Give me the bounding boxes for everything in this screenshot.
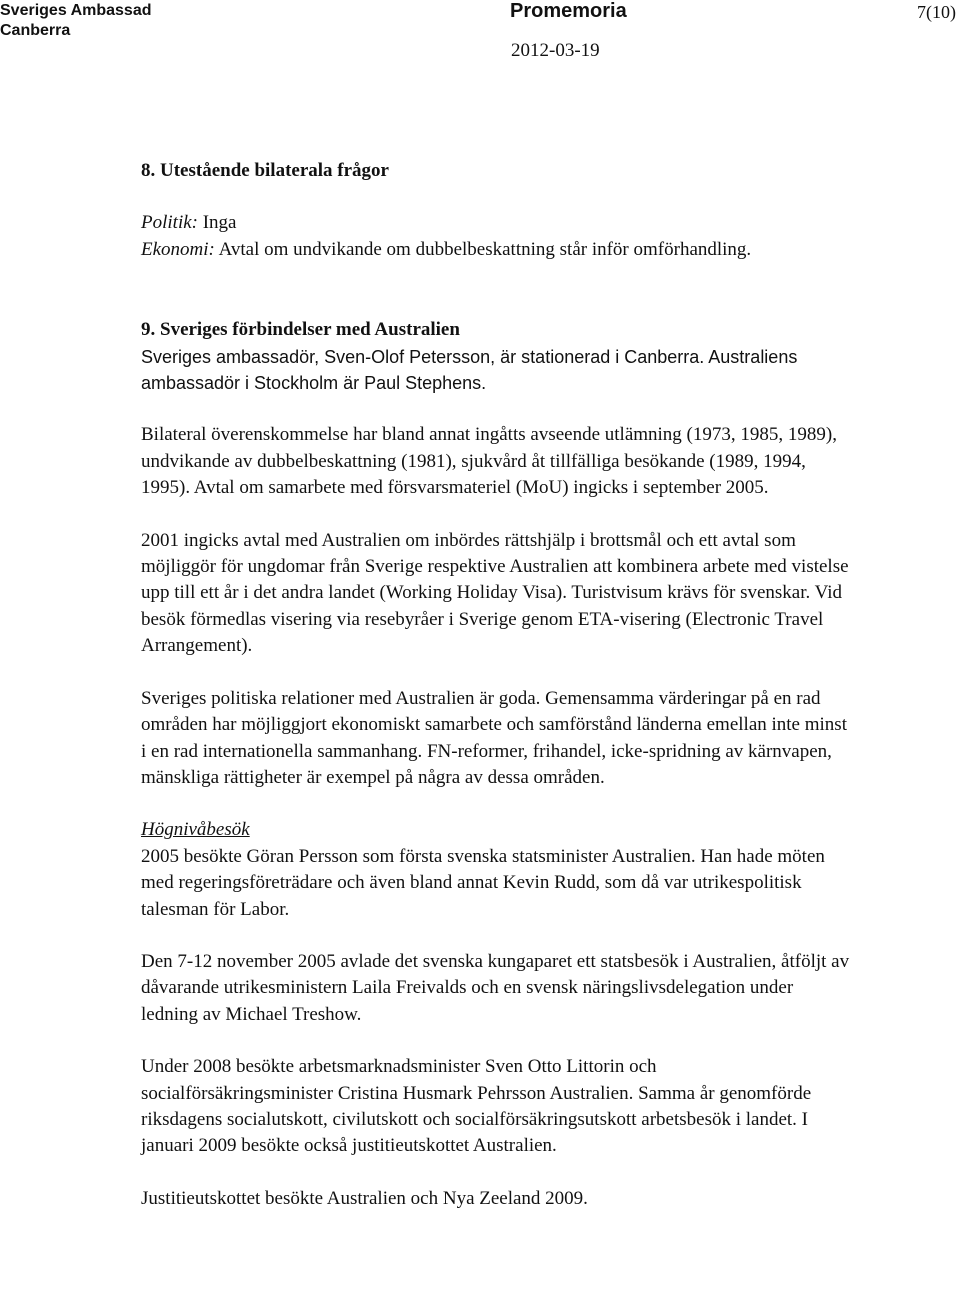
header-page-number: 7(10) — [917, 2, 956, 22]
ekonomi-text: Avtal om undvikande om dubbelbeskattning står inför omförhandling. — [218, 238, 752, 260]
ekonomi-label: Ekonomi: — [141, 238, 215, 260]
header-org-name: Sveriges Ambassad — [0, 2, 152, 19]
header-org-city: Canberra — [0, 22, 71, 39]
politik-text: Inga — [202, 212, 237, 234]
document-body — [141, 158, 853, 1212]
paragraph-state-visit: Den 7-12 november 2005 avlade det svenska kungaparet ett statsbesök i Australien, åtföljt av dåvarande utrikesministern Laila Freivalds och en svensk näringslivsdelegation under ledning av Michael Treshow. — [141, 950, 850, 1025]
paragraph-2009-visit: Justitieutskottet besökte Australien och Nya Zeeland 2009. — [141, 1187, 588, 1209]
header-date: 2012-03-19 — [511, 40, 600, 61]
section-9-heading: 9. Sveriges förbindelser med Australien — [141, 319, 460, 341]
paragraph-agreements: Bilateral överenskommelse har bland annat ingåtts avseende utlämning (1973, 1985, 1989), undvikande av dubbelbeskattning (1981), sjukvård åt tillfälliga besökande (1989, 1994, 1995). Avtal om samarbete med försvarsmateriel (MoU) ingicks i september 2005. — [141, 424, 837, 499]
subheading-high-level-visits: Högnivåbesök — [141, 819, 250, 841]
paragraph-political-relations: Sveriges politiska relationer med Australien är goda. Gemensamma värderingar på en rad områden har möjliggjort ekonomiskt samarbete och samförstånd länderna emellan inte minst i en rad internationella sammanhang. FN-reformer, frihandel, icke-spridning av kärnvapen, mänskliga rättigheter är exempel på några av dessa områden. — [141, 687, 847, 788]
header-doc-type: Promemoria — [510, 0, 627, 22]
section-8-heading: 8. Utestående bilaterala frågor — [141, 160, 389, 181]
politik-line — [141, 210, 853, 236]
paragraph-2008-visits: Under 2008 besökte arbetsmarknadsminister Sven Otto Littorin och socialförsäkringsminister Cristina Husmark Pehrsson Australien. Samma år genomförde riksdagens socialutskott, civilutskott och socialförsäkringsutskott arbetsbesök i landet. I januari 2009 besökte också justitieutskottet Australien. — [141, 1056, 812, 1157]
paragraph-2001-agreements: 2001 ingicks avtal med Australien om inbördes rättshjälp i brottsmål och ett avtal som möjliggör för ungdomar från Sverige respektive Australien att kombinera arbete med vistelse upp till ett år i det andra landet (Working Holiday Visa). Turistvisum krävs för svenskar. Vid besök förmedlas visering via resebyråer i Sverige genom ETA-visering (Electronic Travel Arrangement). — [141, 529, 849, 657]
paragraph-2005-visit: 2005 besökte Göran Persson som första svenska statsminister Australien. Han hade möten med regeringsföreträdare och även bland annat Kevin Rudd, som då var utrikespolitisk talesman för Labor. — [141, 845, 825, 920]
section-9-intro: Sveriges ambassadör, Sven-Olof Petersson, är stationerad i Canberra. Australiens ambassadör i Stockholm är Paul Stephens. — [141, 346, 798, 394]
ekonomi-line — [141, 237, 853, 263]
politik-label: Politik: — [141, 212, 198, 234]
